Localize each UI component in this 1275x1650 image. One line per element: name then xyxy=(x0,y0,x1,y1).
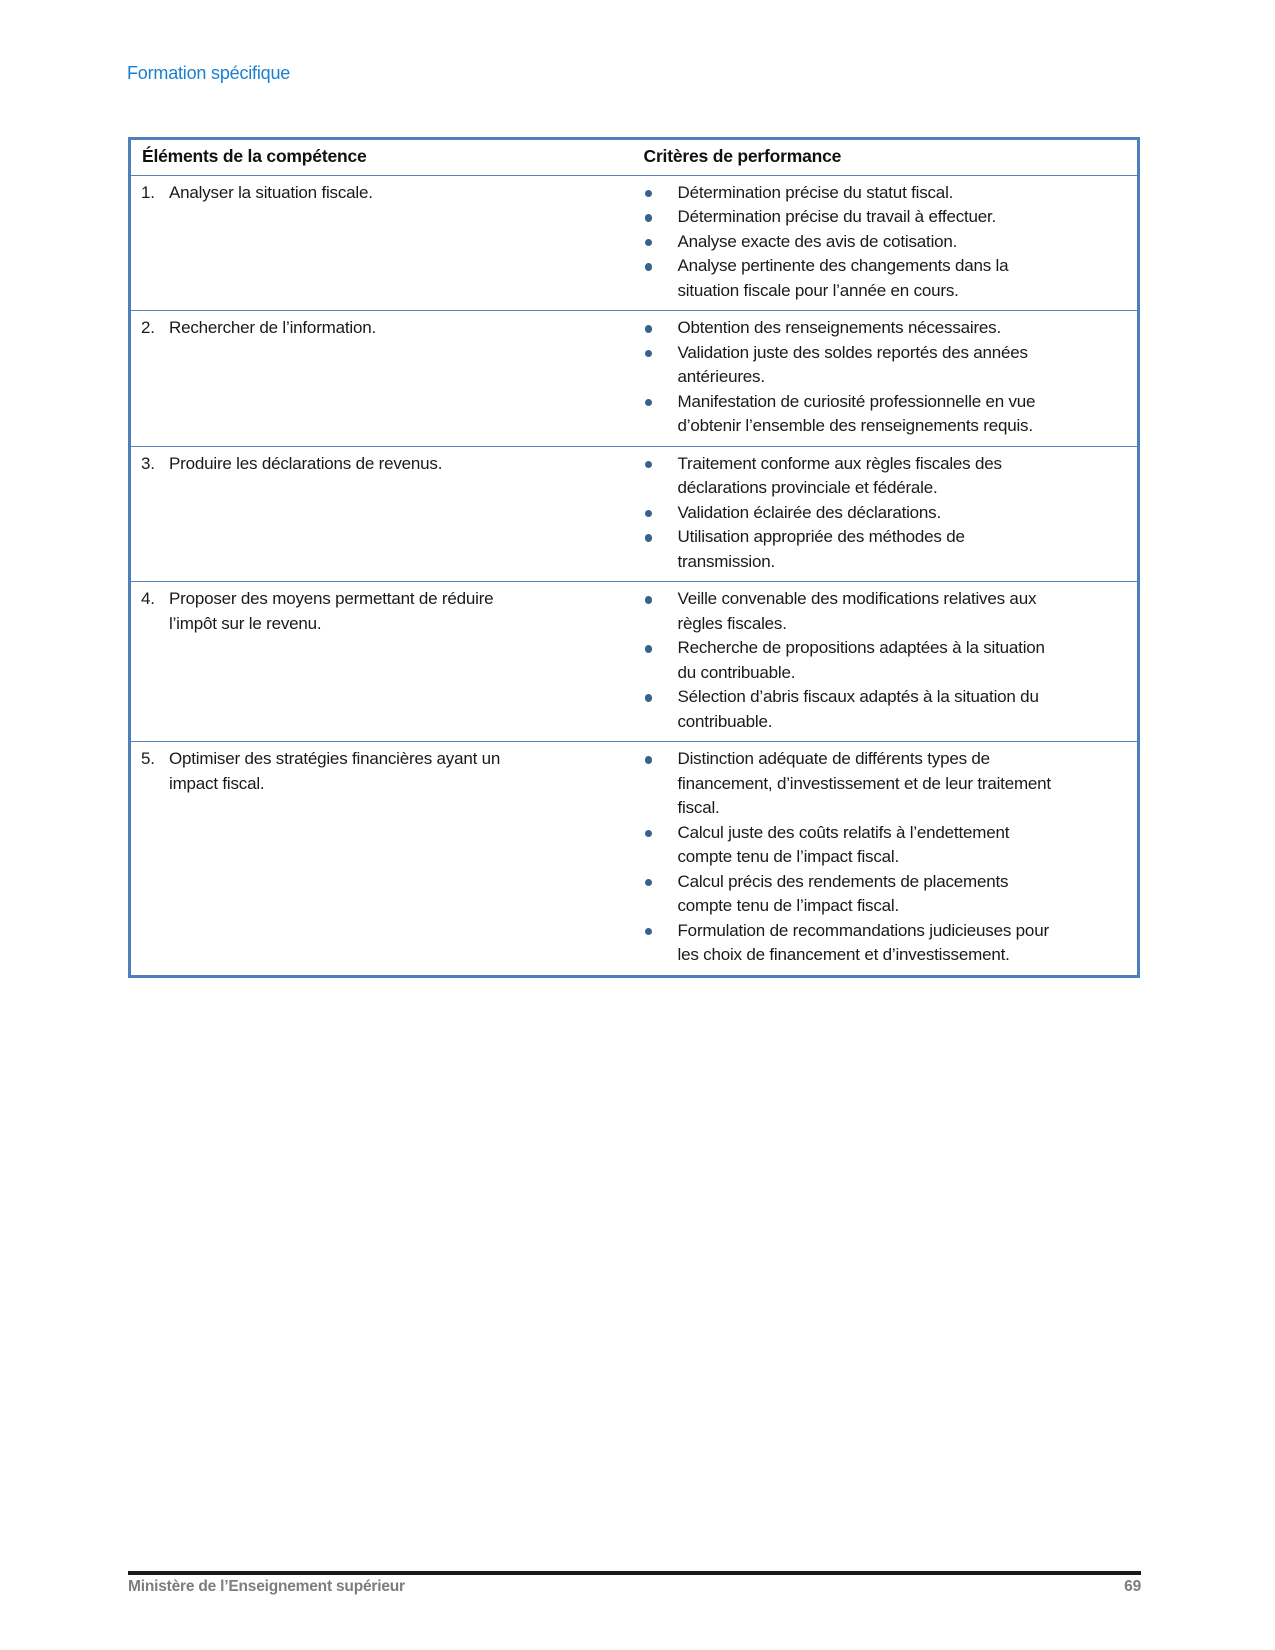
element-cell xyxy=(130,742,630,977)
criterion-item: Analyse exacte des avis de cotisation. xyxy=(644,230,1062,255)
element-number: 5. xyxy=(141,749,155,768)
criteria-list xyxy=(644,747,1062,968)
criteria-cell xyxy=(630,175,1139,311)
element-number: 3. xyxy=(141,453,155,473)
element-item xyxy=(141,181,535,206)
element-item xyxy=(141,316,535,341)
element-cell xyxy=(130,175,630,311)
criterion-item: Calcul juste des coûts relatifs à l’endettement compte tenu de l’impact fiscal. xyxy=(644,821,1062,870)
criterion-item: Détermination précise du travail à effectuer. xyxy=(644,205,1062,230)
table-row xyxy=(130,742,1139,977)
criteria-cell xyxy=(630,742,1139,977)
criteria-list xyxy=(644,316,1062,439)
element-number: 4. xyxy=(141,589,155,608)
column-header-criteria: Critères de performance xyxy=(630,139,1139,176)
page-footer xyxy=(128,1571,1141,1596)
element-text: Proposer des moyens permettant de réduire l’impôt sur le revenu. xyxy=(169,589,494,633)
page-number: 69 xyxy=(1124,1578,1141,1595)
criterion-item: Recherche de propositions adaptées à la situation du contribuable. xyxy=(644,636,1062,685)
criterion-item: Traitement conforme aux règles fiscales des déclarations provinciale et fédérale. xyxy=(644,452,1062,501)
table-header-row xyxy=(130,139,1139,176)
table-row xyxy=(130,175,1139,311)
table-body xyxy=(130,175,1139,976)
section-label: Formation spécifique xyxy=(127,63,291,83)
element-text: Rechercher de l’information. xyxy=(169,318,376,337)
criteria-list xyxy=(644,587,1062,734)
criteria-list xyxy=(644,181,1062,304)
table-row xyxy=(130,311,1139,447)
criteria-cell xyxy=(630,446,1139,582)
element-cell xyxy=(130,582,630,742)
competency-table xyxy=(128,137,1140,978)
criterion-item: Validation éclairée des déclarations. xyxy=(644,501,1062,526)
criterion-item: Détermination précise du statut fiscal. xyxy=(644,181,1062,206)
criterion-item: Validation juste des soldes reportés des années antérieures. xyxy=(644,341,1062,390)
criterion-item: Calcul précis des rendements de placements compte tenu de l’impact fiscal. xyxy=(644,870,1062,919)
element-text: Optimiser des stratégies financières ayant un impact fiscal. xyxy=(169,749,501,793)
criterion-item: Utilisation appropriée des méthodes de transmission. xyxy=(644,525,1062,574)
criterion-item: Manifestation de curiosité professionnelle en vue d’obtenir l’ensemble des renseignements requis. xyxy=(644,390,1062,439)
criteria-list xyxy=(644,452,1062,575)
criterion-item: Obtention des renseignements nécessaires. xyxy=(644,316,1062,341)
element-text: Produire les déclarations de revenus. xyxy=(169,453,443,473)
column-header-elements: Éléments de la compétence xyxy=(130,139,630,176)
element-number: 2. xyxy=(141,318,155,337)
criterion-item: Veille convenable des modifications relatives aux règles fiscales. xyxy=(644,587,1062,636)
table-row xyxy=(130,582,1139,742)
element-item xyxy=(141,452,535,477)
criterion-item: Sélection d’abris fiscaux adaptés à la situation du contribuable. xyxy=(644,685,1062,734)
table-row xyxy=(130,446,1139,582)
element-item xyxy=(141,587,535,636)
criterion-item: Formulation de recommandations judicieuses pour les choix de financement et d’investissement. xyxy=(644,919,1062,968)
criterion-item: Analyse pertinente des changements dans la situation fiscale pour l’année en cours. xyxy=(644,254,1062,303)
criterion-item: Distinction adéquate de différents types de financement, d’investissement et de leur traitement fiscal. xyxy=(644,747,1062,821)
criteria-cell xyxy=(630,582,1139,742)
element-item xyxy=(141,747,535,796)
element-cell xyxy=(130,446,630,582)
element-cell xyxy=(130,311,630,447)
criteria-cell xyxy=(630,311,1139,447)
element-number: 1. xyxy=(141,182,155,202)
element-text: Analyser la situation fiscale. xyxy=(169,182,373,202)
footer-ministry-label: Ministère de l’Enseignement supérieur xyxy=(128,1578,405,1595)
